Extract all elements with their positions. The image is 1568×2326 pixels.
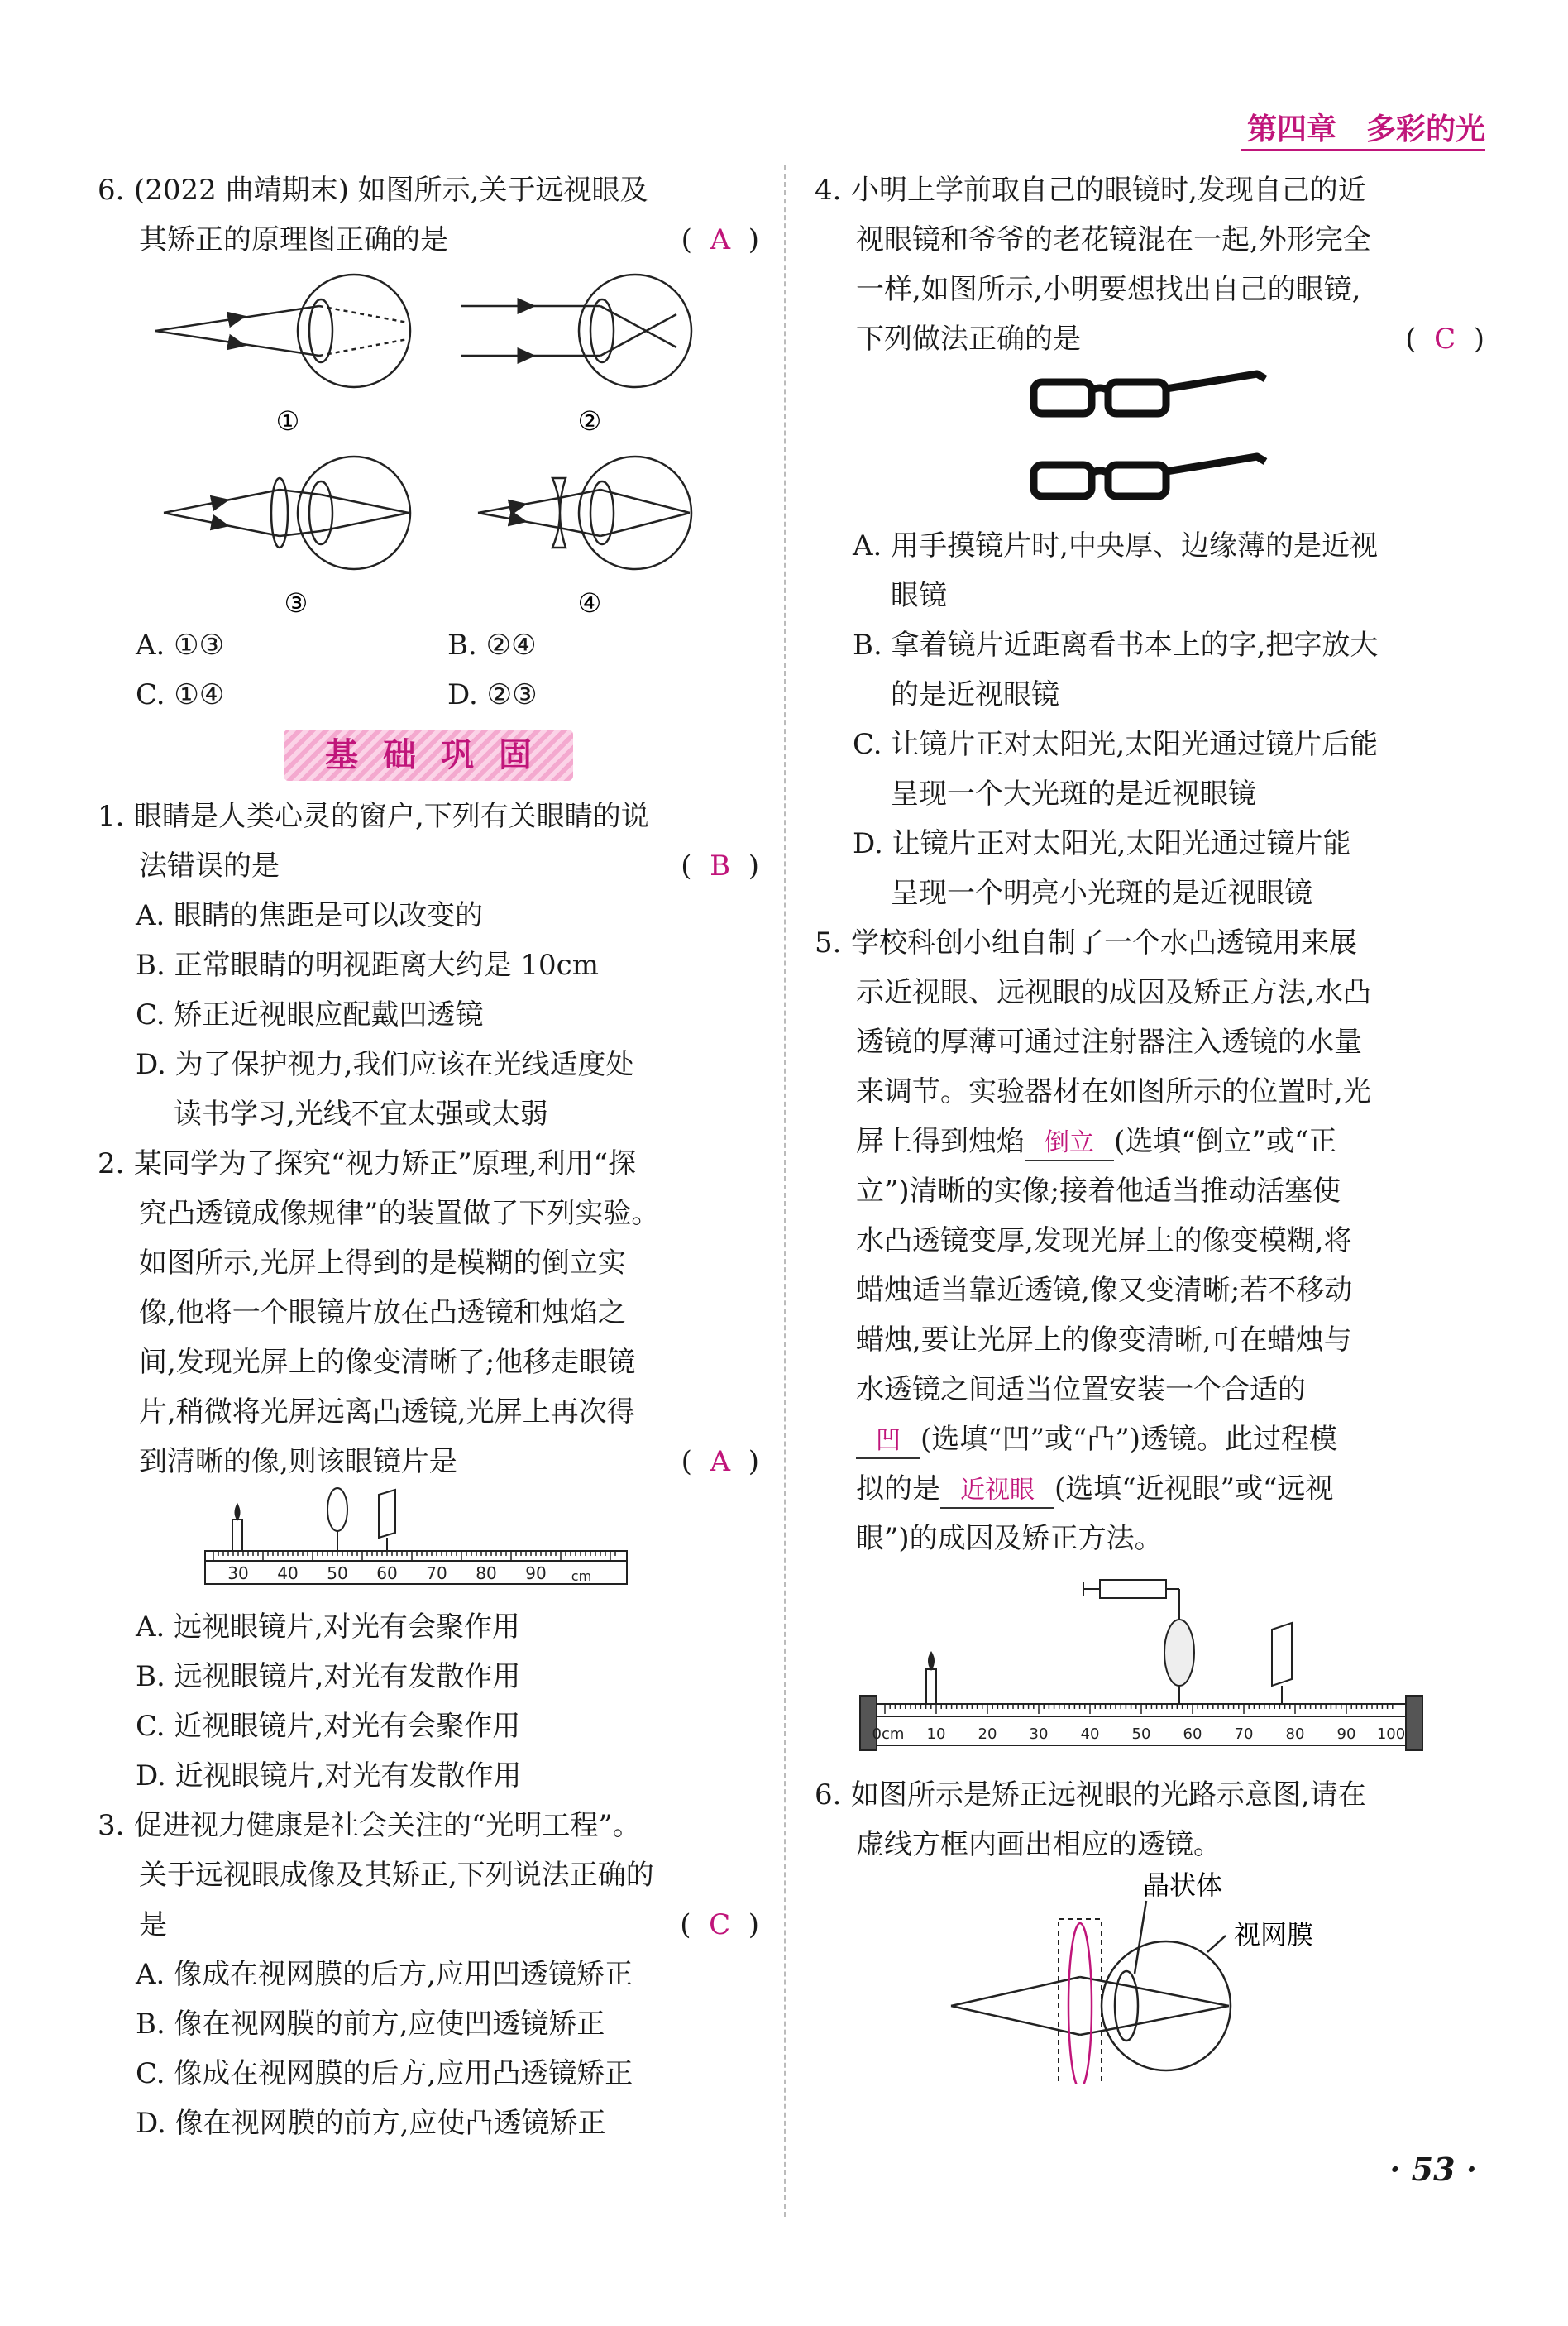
question-number: 1. <box>98 800 125 833</box>
option-a: A. ①③ <box>136 629 225 662</box>
right-column <box>815 165 1484 2084</box>
option-d-cont: 读书学习,光线不宜太强或太弱 <box>174 1098 548 1131</box>
label-lens: 晶状体 <box>1142 1869 1223 1901</box>
option-b: B. 拿着镜片近距离看书本上的字,把字放大 <box>853 629 1379 662</box>
optical-bench-figure-q2 <box>197 1486 660 1602</box>
ruler-label: 70 <box>1234 1725 1254 1743</box>
question-text: (2022 曲靖期末) 如图所示,关于远视眼及 <box>134 174 648 207</box>
question-5: 5. 学校科创小组自制了一个水凸透镜用来展 示近视眼、远视眼的成因及矫正方法,水凸 透镜的厚薄可通过注射器注入透镜的水量 来调节。实验器材在如图所示的位置时,光 屏上得到烛焰 倒立 (选填“倒立”或“正 立”)清晰的实像;接着他适当推动活塞使 水凸透镜变厚,发现光屏上的像变模糊,将 蜡烛适当靠近透镜,像又变清晰;若不移动 蜡烛,要让光屏上的像变清晰,可在蜡烛与 水透镜之间适当位置安装一个合适的 凹 (选填“凹”或“凸”)透镜。此过程模 拟的是 近视眼 (选填“近视眼”或“远视 眼”)的成因及矫正方法。 <box>815 918 1484 1563</box>
ruler-label: 30 <box>227 1563 249 1583</box>
option-d: D. 近视眼镜片,对光有发散作用 <box>136 1759 522 1792</box>
ruler-label: 80 <box>1285 1725 1305 1743</box>
drawn-convex-lens <box>1068 1923 1092 2084</box>
option-b: B. 像在视网膜的前方,应使凹透镜矫正 <box>136 2008 605 2041</box>
farsighted-correction-figure <box>918 1869 1381 2084</box>
question-text: 其矫正的原理图正确的是 <box>139 223 448 256</box>
q6-options <box>98 620 759 720</box>
answer: A <box>710 223 731 256</box>
ruler-label: cm <box>571 1568 592 1584</box>
diagram-label-2: ② <box>577 405 602 437</box>
question-2-options <box>98 1602 759 1801</box>
question-6-right: 6. 如图所示是矫正远视眼的光路示意图,请在 虚线方框内画出相应的透镜。 <box>815 1770 1484 1869</box>
label-retina: 视网膜 <box>1233 1919 1314 1950</box>
option-a: A. 眼睛的焦距是可以改变的 <box>136 899 484 932</box>
ruler-label: 40 <box>277 1563 299 1583</box>
fill-blank-3: 近视眼 <box>940 1474 1054 1509</box>
answer: C <box>709 1908 731 1941</box>
diagram-label-3: ③ <box>284 587 308 619</box>
option-a: A. 用手摸镜片时,中央厚、边缘薄的是近视 <box>853 529 1378 562</box>
question-number: 3. <box>98 1809 125 1842</box>
diagram-4 <box>478 457 691 569</box>
question-6-left: 6. (2022 曲靖期末) 如图所示,关于远视眼及 其矫正的原理图正确的是 ( A ) <box>98 165 759 265</box>
left-column <box>98 165 759 2148</box>
diagram-2 <box>461 275 691 387</box>
option-c: C. 矫正近视眼应配戴凹透镜 <box>136 998 484 1031</box>
option-b: B. 正常眼睛的明视距离大约是 10cm <box>136 949 599 982</box>
eye-diagrams-figure <box>114 265 743 620</box>
answer: A <box>710 1445 731 1478</box>
option-b: B. ②④ <box>447 629 537 662</box>
option-d: D. 为了保护视力,我们应该在光线适度处 <box>136 1048 634 1081</box>
ruler-label: 90 <box>1336 1725 1356 1743</box>
answer: C <box>1434 323 1456 356</box>
question-3: 3. 促进视力健康是社会关注的“光明工程”。 关于远视眼成像及其矫正,下列说法正确的 是 ( C ) A. 像成在视网膜的后方,应用凹透镜矫正 B. 像在视网膜的前方,应使凹透镜矫正 C. 像成在视网膜的后方,应用凸透镜矫正 D. 像在视网膜的前方,应使凸透镜矫正 <box>98 1801 759 2148</box>
question-number: 6. <box>98 174 125 207</box>
option-c: C. 近视眼镜片,对光有会聚作用 <box>136 1710 521 1743</box>
column-divider <box>784 165 786 2217</box>
section-title: 基础巩固 <box>98 730 759 782</box>
option-a: A. 远视眼镜片,对光有会聚作用 <box>136 1610 520 1644</box>
ruler-label: 80 <box>476 1563 497 1583</box>
ruler-label: 30 <box>1029 1725 1049 1743</box>
ruler-label: 70 <box>426 1563 447 1583</box>
diagram-label-1: ① <box>275 405 300 437</box>
diagram-3 <box>164 457 410 569</box>
ruler-label: 40 <box>1080 1725 1100 1743</box>
question-1: 1. 眼睛是人类心灵的窗户,下列有关眼睛的说 法错误的是 ( B ) A. 眼睛的焦距是可以改变的 B. 正常眼睛的明视距离大约是 10cm C. 矫正近视眼应配戴凹透镜 D. 为了保护视力,我们应该在光线适度处 读书学习,光线不宜太强或太弱 <box>98 792 759 1139</box>
chapter-header: 第四章 多彩的光 <box>1246 112 1485 146</box>
ruler-label: 20 <box>978 1725 997 1743</box>
ruler-label: 10 <box>926 1725 946 1743</box>
header-rule <box>1241 149 1485 151</box>
option-d: D. ②③ <box>447 678 538 711</box>
option-c: C. 像成在视网膜的后方,应用凸透镜矫正 <box>136 2057 633 2090</box>
ruler-label: 60 <box>1183 1725 1202 1743</box>
option-b: B. 远视眼镜片,对光有发散作用 <box>136 1660 521 1693</box>
option-d: D. 让镜片正对太阳光,太阳光通过镜片能 <box>853 827 1351 860</box>
question-2: 2. 某同学为了探究“视力矫正”原理,利用“探 究凸透镜成像规律”的装置做了下列实验。 如图所示,光屏上得到的是模糊的倒立实 像,他将一个眼镜片放在凸透镜和烛焰之 间,发现光屏上的像变清晰了;他移走眼镜 片,稍微将光屏远离凸透镜,光屏上再次得 到清晰的像,则该眼镜片是 ( A ) <box>98 1139 759 1486</box>
question-number: 2. <box>98 1147 125 1180</box>
option-c: C. ①④ <box>136 678 225 711</box>
ruler-label: 0cm <box>872 1725 905 1743</box>
fill-blank-1: 倒立 <box>1025 1127 1114 1161</box>
ruler-label: 50 <box>1131 1725 1151 1743</box>
fill-blank-2: 凹 <box>856 1424 920 1459</box>
question-number: 4. <box>815 174 842 207</box>
diagram-label-4: ④ <box>577 587 602 619</box>
diagram-1 <box>155 275 410 387</box>
option-c: C. 让镜片正对太阳光,太阳光通过镜片后能 <box>853 728 1379 761</box>
question-number: 6. <box>815 1778 842 1812</box>
option-a: A. 像成在视网膜的后方,应用凹透镜矫正 <box>136 1958 633 1991</box>
ruler-label: 100 <box>1376 1725 1406 1743</box>
glasses-figure <box>1017 364 1282 521</box>
option-d: D. 像在视网膜的前方,应使凸透镜矫正 <box>136 2107 606 2140</box>
question-4-options: A. 用手摸镜片时,中央厚、边缘薄的是近视 眼镜 B. 拿着镜片近距离看书本上的字,把字放大 的是近视眼镜 C. 让镜片正对太阳光,太阳光通过镜片后能 呈现一个大光斑的是近视眼镜 D. 让镜片正对太阳光,太阳光通过镜片能 呈现一个明亮小光斑的是近视眼镜 <box>815 521 1484 918</box>
ruler-label: 60 <box>376 1563 398 1583</box>
question-4: 4. 小明上学前取自己的眼镜时,发现自己的近 视眼镜和爷爷的老花镜混在一起,外形完全 一样,如图所示,小明要想找出自己的眼镜, 下列做法正确的是 ( C ) <box>815 165 1484 364</box>
question-number: 5. <box>815 926 842 960</box>
page-number: · 53 · <box>1389 2151 1477 2188</box>
ruler-label: 90 <box>525 1563 547 1583</box>
ruler-label: 50 <box>327 1563 348 1583</box>
optical-bench-figure-q5 <box>852 1563 1447 1770</box>
answer: B <box>710 850 731 883</box>
